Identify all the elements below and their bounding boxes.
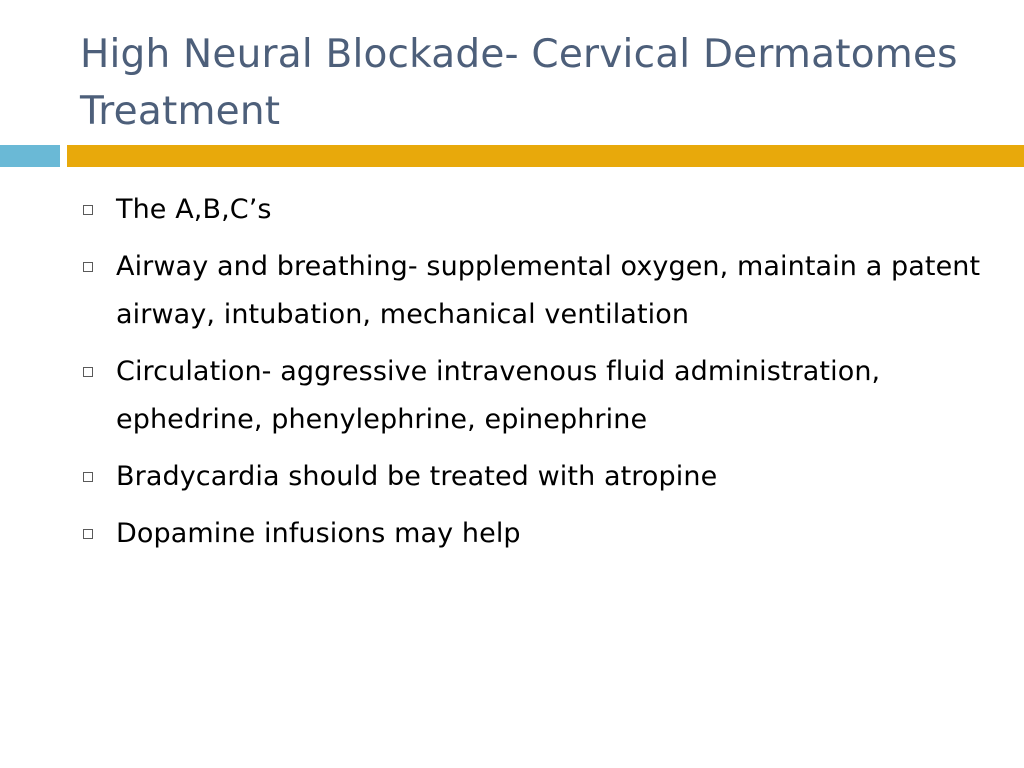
hollow-square-icon <box>83 262 93 272</box>
bullet-item <box>80 243 990 339</box>
bullet-list <box>80 186 990 567</box>
bullet-item <box>80 510 990 558</box>
bullet-text: Airway and breathing- supplemental oxygen, maintain a patent airway, intubation, mechanical ventilation <box>116 251 981 330</box>
hollow-square-icon <box>83 205 93 215</box>
bullet-item <box>80 453 990 501</box>
hollow-square-icon <box>83 529 93 539</box>
hollow-square-icon <box>83 367 93 377</box>
bullet-item <box>80 186 990 234</box>
bullet-text: The A,B,C’s <box>116 194 272 225</box>
bullet-text: Bradycardia should be treated with atropine <box>116 461 718 492</box>
bullet-text: Dopamine infusions may help <box>116 518 521 549</box>
slide-title: High Neural Blockade- Cervical Dermatomes Treatment <box>80 32 958 134</box>
accent-bar-blue <box>0 145 60 167</box>
bullet-text: Circulation- aggressive intravenous fluid administration, ephedrine, phenylephrine, epinephrine <box>116 356 881 435</box>
accent-bar-gold <box>67 145 1024 167</box>
bullet-item <box>80 348 990 444</box>
hollow-square-icon <box>83 472 93 482</box>
